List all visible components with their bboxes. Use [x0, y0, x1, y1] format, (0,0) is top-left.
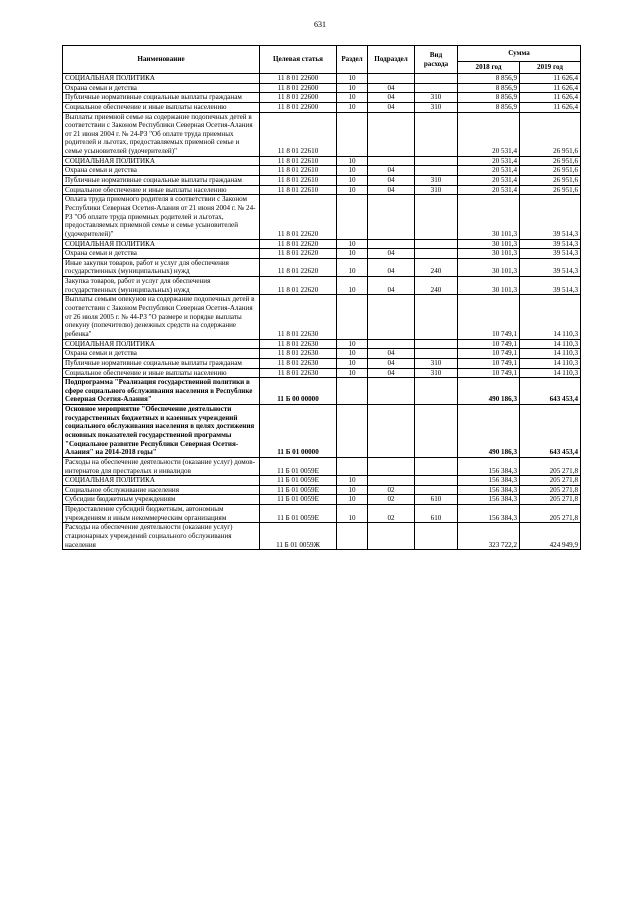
- amount-2018-cell: 490 186,3: [458, 378, 520, 405]
- subsection-cell: 04: [368, 176, 415, 186]
- section-cell: 10: [337, 102, 368, 112]
- amount-2019-cell: 14 110,3: [520, 295, 581, 339]
- amount-2019-cell: 11 626,4: [520, 74, 581, 84]
- amount-2018-cell: 20 531,4: [458, 156, 520, 166]
- section-cell: 10: [337, 74, 368, 84]
- section-cell: [337, 405, 368, 458]
- subsection-cell: [368, 476, 415, 486]
- target-cell: 11 8 01 22610: [260, 185, 337, 195]
- name-cell: Расходы на обеспечение деятельности (оказание услуг) домов-интернатов для престарелых и инвалидов: [63, 457, 260, 475]
- amount-2018-cell: 156 384,3: [458, 476, 520, 486]
- table-row: [63, 185, 581, 195]
- subsection-cell: [368, 74, 415, 84]
- subsection-cell: 04: [368, 258, 415, 276]
- target-cell: 11 8 01 22630: [260, 358, 337, 368]
- name-cell: СОЦИАЛЬНАЯ ПОЛИТИКА: [63, 239, 260, 249]
- page-number: 631: [314, 20, 326, 29]
- amount-2018-cell: 10 749,1: [458, 368, 520, 378]
- section-cell: 10: [337, 239, 368, 249]
- table-row: [63, 295, 581, 339]
- table-row: [63, 83, 581, 93]
- expense-type-cell: [415, 339, 458, 349]
- target-cell: 11 Б 01 0059Ж: [260, 523, 337, 550]
- subsection-cell: 04: [368, 368, 415, 378]
- subsection-cell: 04: [368, 277, 415, 295]
- table-row: [63, 339, 581, 349]
- amount-2019-cell: 205 271,8: [520, 505, 581, 523]
- subsection-cell: 04: [368, 83, 415, 93]
- table-row: [63, 378, 581, 405]
- subsection-cell: 04: [368, 93, 415, 103]
- subsection-cell: [368, 239, 415, 249]
- amount-2018-cell: 8 856,9: [458, 102, 520, 112]
- header-name: Наименование: [63, 46, 260, 74]
- expense-type-cell: [415, 195, 458, 239]
- amount-2018-cell: 323 722,2: [458, 523, 520, 550]
- section-cell: 10: [337, 485, 368, 495]
- name-cell: Иные закупки товаров, работ и услуг для обеспечения государственных (муниципальных) нужд: [63, 258, 260, 276]
- target-cell: 11 8 01 22620: [260, 258, 337, 276]
- table-row: [63, 74, 581, 84]
- target-cell: 11 8 01 22610: [260, 112, 337, 156]
- subsection-cell: [368, 295, 415, 339]
- expense-type-cell: 310: [415, 358, 458, 368]
- section-cell: 10: [337, 505, 368, 523]
- amount-2018-cell: 8 856,9: [458, 93, 520, 103]
- name-cell: Выплаты семьям опекунов на содержание подопечных детей в соответствии с Законом Республики Северная Осетия-Алания от 26 июля 2005 г. № 44-РЗ "О размере и порядке выплаты опекуну (попечителю) денежных средств на содержание ребенка": [63, 295, 260, 339]
- amount-2019-cell: 26 951,6: [520, 156, 581, 166]
- amount-2018-cell: 156 384,3: [458, 505, 520, 523]
- subsection-cell: [368, 523, 415, 550]
- subsection-cell: [368, 378, 415, 405]
- section-cell: [337, 195, 368, 239]
- expense-type-cell: [415, 349, 458, 359]
- table-header: [63, 46, 581, 74]
- table-row: [63, 349, 581, 359]
- amount-2019-cell: 205 271,8: [520, 485, 581, 495]
- target-cell: 11 8 01 22610: [260, 176, 337, 186]
- amount-2018-cell: 30 101,3: [458, 195, 520, 239]
- amount-2018-cell: 156 384,3: [458, 495, 520, 505]
- header-section: Раздел: [337, 46, 368, 74]
- amount-2018-cell: 490 186,3: [458, 405, 520, 458]
- subsection-cell: 04: [368, 166, 415, 176]
- amount-2019-cell: 14 110,3: [520, 368, 581, 378]
- amount-2018-cell: 20 531,4: [458, 176, 520, 186]
- table-row: [63, 277, 581, 295]
- target-cell: 11 8 01 22600: [260, 83, 337, 93]
- amount-2019-cell: 39 514,3: [520, 258, 581, 276]
- name-cell: Социальное обеспечение и иные выплаты населению: [63, 102, 260, 112]
- amount-2019-cell: 26 951,6: [520, 185, 581, 195]
- subsection-cell: [368, 112, 415, 156]
- amount-2018-cell: 10 749,1: [458, 358, 520, 368]
- table-body: [63, 74, 581, 550]
- section-cell: 10: [337, 476, 368, 486]
- name-cell: Социальное обеспечение и иные выплаты населению: [63, 368, 260, 378]
- table-row: [63, 102, 581, 112]
- name-cell: Публичные нормативные социальные выплаты гражданам: [63, 176, 260, 186]
- header-subsection: Подраздел: [368, 46, 415, 74]
- table-row: [63, 405, 581, 458]
- header-year-2018: 2018 год: [458, 62, 520, 74]
- name-cell: Публичные нормативные социальные выплаты гражданам: [63, 358, 260, 368]
- amount-2019-cell: 39 514,3: [520, 195, 581, 239]
- name-cell: Охрана семьи и детства: [63, 166, 260, 176]
- target-cell: 11 Б 01 00000: [260, 405, 337, 458]
- name-cell: Подпрограмма "Реализация государственной политики в сфере социального обслуживания населения в Республике Северная Осетия-Алания": [63, 378, 260, 405]
- amount-2018-cell: 156 384,3: [458, 457, 520, 475]
- section-cell: 10: [337, 166, 368, 176]
- target-cell: 11 Б 00 00000: [260, 378, 337, 405]
- subsection-cell: [368, 195, 415, 239]
- section-cell: 10: [337, 83, 368, 93]
- target-cell: 11 8 01 22610: [260, 156, 337, 166]
- expense-type-cell: 310: [415, 368, 458, 378]
- name-cell: Охрана семьи и детства: [63, 83, 260, 93]
- section-cell: 10: [337, 349, 368, 359]
- name-cell: Охрана семьи и детства: [63, 349, 260, 359]
- section-cell: 10: [337, 277, 368, 295]
- name-cell: Публичные нормативные социальные выплаты гражданам: [63, 93, 260, 103]
- amount-2019-cell: 11 626,4: [520, 102, 581, 112]
- table-row: [63, 93, 581, 103]
- amount-2019-cell: 205 271,8: [520, 495, 581, 505]
- name-cell: Социальное обеспечение и иные выплаты населению: [63, 185, 260, 195]
- expense-type-cell: 240: [415, 277, 458, 295]
- expense-type-cell: [415, 156, 458, 166]
- amount-2019-cell: 26 951,6: [520, 112, 581, 156]
- expense-type-cell: [415, 83, 458, 93]
- amount-2019-cell: 205 271,8: [520, 476, 581, 486]
- amount-2019-cell: 643 453,4: [520, 378, 581, 405]
- target-cell: 11 Б 01 0059Е: [260, 485, 337, 495]
- table-row: [63, 457, 581, 475]
- expense-type-cell: [415, 74, 458, 84]
- target-cell: 11 Б 01 0059Е: [260, 505, 337, 523]
- table-row: [63, 156, 581, 166]
- amount-2018-cell: 30 101,3: [458, 258, 520, 276]
- expense-type-cell: [415, 249, 458, 259]
- amount-2019-cell: 39 514,3: [520, 249, 581, 259]
- amount-2019-cell: 205 271,8: [520, 457, 581, 475]
- section-cell: [337, 112, 368, 156]
- amount-2019-cell: 39 514,3: [520, 239, 581, 249]
- target-cell: 11 8 01 22600: [260, 93, 337, 103]
- section-cell: 10: [337, 176, 368, 186]
- amount-2019-cell: 14 110,3: [520, 349, 581, 359]
- target-cell: 11 8 01 22610: [260, 166, 337, 176]
- section-cell: [337, 378, 368, 405]
- subsection-cell: 04: [368, 185, 415, 195]
- header-target: Целевая статья: [260, 46, 337, 74]
- target-cell: 11 8 01 22630: [260, 339, 337, 349]
- expense-type-cell: [415, 405, 458, 458]
- expense-type-cell: [415, 457, 458, 475]
- subsection-cell: 02: [368, 485, 415, 495]
- amount-2018-cell: 8 856,9: [458, 83, 520, 93]
- target-cell: 11 Б 01 0059Е: [260, 457, 337, 475]
- name-cell: Охрана семьи и детства: [63, 249, 260, 259]
- expense-type-cell: [415, 378, 458, 405]
- target-cell: 11 8 01 22620: [260, 239, 337, 249]
- section-cell: 10: [337, 258, 368, 276]
- amount-2019-cell: 424 949,9: [520, 523, 581, 550]
- section-cell: 10: [337, 249, 368, 259]
- table-row: [63, 176, 581, 186]
- header-expense-type-line1: Вид: [429, 50, 443, 59]
- header-expense-type-line2: расхода: [423, 59, 449, 68]
- subsection-cell: [368, 156, 415, 166]
- expense-type-cell: [415, 112, 458, 156]
- expense-type-cell: [415, 476, 458, 486]
- amount-2018-cell: 20 531,4: [458, 166, 520, 176]
- table-row: [63, 505, 581, 523]
- amount-2019-cell: 26 951,6: [520, 176, 581, 186]
- amount-2018-cell: 10 749,1: [458, 349, 520, 359]
- target-cell: 11 8 01 22620: [260, 249, 337, 259]
- target-cell: 11 Б 01 0059Е: [260, 495, 337, 505]
- table-row: [63, 239, 581, 249]
- amount-2018-cell: 10 749,1: [458, 295, 520, 339]
- name-cell: СОЦИАЛЬНАЯ ПОЛИТИКА: [63, 476, 260, 486]
- table-row: [63, 258, 581, 276]
- table-row: [63, 249, 581, 259]
- section-cell: [337, 523, 368, 550]
- name-cell: СОЦИАЛЬНАЯ ПОЛИТИКА: [63, 156, 260, 166]
- name-cell: Основное мероприятие "Обеспечение деятельности государственных бюджетных и казенных учреждений социального обслуживания населения в целях достижения основных показателей государственной программы "Социальное развитие Республики Северная Осетия-Алания" на 2014-2018 годы": [63, 405, 260, 458]
- table-row: [63, 358, 581, 368]
- section-cell: 10: [337, 358, 368, 368]
- expense-type-cell: 310: [415, 93, 458, 103]
- target-cell: 11 8 01 22630: [260, 368, 337, 378]
- name-cell: Социальное обслуживание населения: [63, 485, 260, 495]
- name-cell: Закупка товаров, работ и услуг для обеспечения государственных (муниципальных) нужд: [63, 277, 260, 295]
- name-cell: Выплаты приемной семье на содержание подопечных детей в соответствии с Законом Республики Северная Осетия-Алания от 21 июня 2004 г. № 24-РЗ "Об оплате труда приемных родителей и льготах, предоставляемых приемной семье и семье усыновителей (удочерителей)": [63, 112, 260, 156]
- table-row: [63, 112, 581, 156]
- table-row: [63, 523, 581, 550]
- amount-2019-cell: 14 110,3: [520, 339, 581, 349]
- subsection-cell: 02: [368, 495, 415, 505]
- section-cell: [337, 457, 368, 475]
- subsection-cell: 04: [368, 249, 415, 259]
- subsection-cell: [368, 339, 415, 349]
- target-cell: 11 8 01 22620: [260, 277, 337, 295]
- name-cell: Субсидии бюджетным учреждениям: [63, 495, 260, 505]
- target-cell: 11 8 01 22630: [260, 295, 337, 339]
- amount-2019-cell: 11 626,4: [520, 93, 581, 103]
- expense-type-cell: 310: [415, 102, 458, 112]
- amount-2019-cell: 26 951,6: [520, 166, 581, 176]
- section-cell: [337, 295, 368, 339]
- expense-type-cell: [415, 485, 458, 495]
- name-cell: Предоставление субсидий бюджетным, автономным учреждениям и иным некоммерческим организациям: [63, 505, 260, 523]
- budget-table: [62, 45, 581, 550]
- expense-type-cell: [415, 239, 458, 249]
- expense-type-cell: 310: [415, 185, 458, 195]
- name-cell: Оплата труда приемного родителя в соответствии с Законом Республики Северная Осетия-Алания от 21 июня 2004 г. № 24-РЗ "Об оплате труда приемных родителей и льготах, предоставляемых приемной семье и семье усыновителей (удочерителей)": [63, 195, 260, 239]
- amount-2018-cell: 10 749,1: [458, 339, 520, 349]
- amount-2018-cell: 30 101,3: [458, 249, 520, 259]
- target-cell: 11 8 01 22600: [260, 74, 337, 84]
- target-cell: 11 8 01 22620: [260, 195, 337, 239]
- subsection-cell: 02: [368, 505, 415, 523]
- amount-2018-cell: 30 101,3: [458, 239, 520, 249]
- amount-2018-cell: 30 101,3: [458, 277, 520, 295]
- amount-2018-cell: 156 384,3: [458, 485, 520, 495]
- subsection-cell: [368, 457, 415, 475]
- expense-type-cell: [415, 166, 458, 176]
- table-row: [63, 195, 581, 239]
- expense-type-cell: 240: [415, 258, 458, 276]
- target-cell: 11 8 01 22600: [260, 102, 337, 112]
- amount-2018-cell: 20 531,4: [458, 112, 520, 156]
- section-cell: 10: [337, 495, 368, 505]
- header-sum: Сумма: [458, 46, 581, 62]
- subsection-cell: [368, 405, 415, 458]
- amount-2018-cell: 8 856,9: [458, 74, 520, 84]
- table-row: [63, 368, 581, 378]
- target-cell: 11 Б 01 0059Е: [260, 476, 337, 486]
- amount-2019-cell: 643 453,4: [520, 405, 581, 458]
- header-expense-type: [415, 46, 458, 74]
- subsection-cell: 04: [368, 358, 415, 368]
- amount-2018-cell: 20 531,4: [458, 185, 520, 195]
- header-year-2019: 2019 год: [520, 62, 581, 74]
- table-row: [63, 476, 581, 486]
- table-row: [63, 495, 581, 505]
- expense-type-cell: 310: [415, 176, 458, 186]
- target-cell: 11 8 01 22630: [260, 349, 337, 359]
- amount-2019-cell: 39 514,3: [520, 277, 581, 295]
- table-row: [63, 166, 581, 176]
- amount-2019-cell: 11 626,4: [520, 83, 581, 93]
- amount-2019-cell: 14 110,3: [520, 358, 581, 368]
- expense-type-cell: [415, 523, 458, 550]
- expense-type-cell: 610: [415, 495, 458, 505]
- section-cell: 10: [337, 339, 368, 349]
- section-cell: 10: [337, 185, 368, 195]
- section-cell: 10: [337, 156, 368, 166]
- expense-type-cell: [415, 295, 458, 339]
- table-row: [63, 485, 581, 495]
- section-cell: 10: [337, 368, 368, 378]
- name-cell: СОЦИАЛЬНАЯ ПОЛИТИКА: [63, 74, 260, 84]
- name-cell: СОЦИАЛЬНАЯ ПОЛИТИКА: [63, 339, 260, 349]
- subsection-cell: 04: [368, 349, 415, 359]
- expense-type-cell: 610: [415, 505, 458, 523]
- section-cell: 10: [337, 93, 368, 103]
- subsection-cell: 04: [368, 102, 415, 112]
- name-cell: Расходы на обеспечение деятельности (оказание услуг) стационарных учреждений социального обслуживания населения: [63, 523, 260, 550]
